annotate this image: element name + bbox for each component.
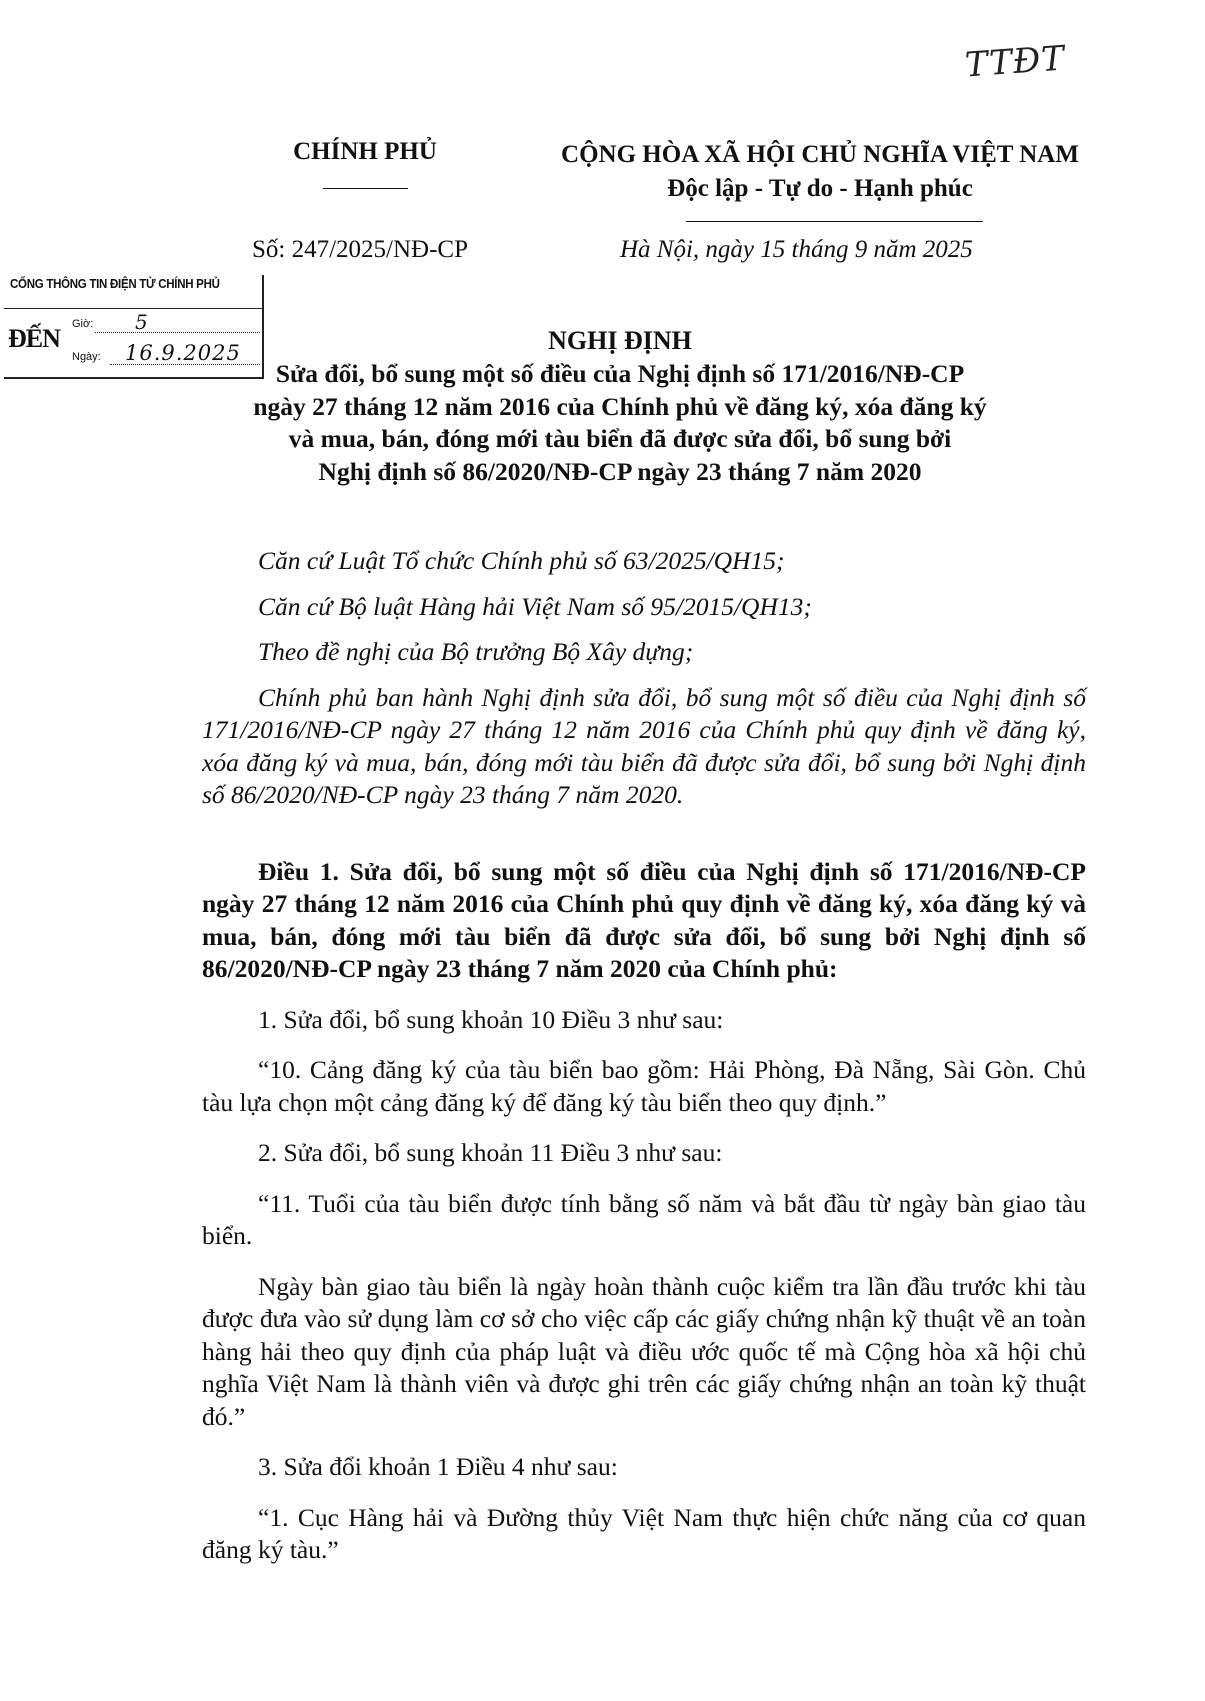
clause-quote: “11. Tuổi của tàu biển được tính bằng số năm và bắt đầu từ ngày bàn giao tàu biển. [202, 1188, 1086, 1250]
place-date: Hà Nội, ngày 15 tháng 9 năm 2025 [620, 236, 973, 263]
stamp-time-value: 5 [135, 310, 148, 334]
document-number: Số: 247/2025/NĐ-CP [252, 236, 469, 263]
article-heading: Điều 1. Sửa đổi, bổ sung một số điều của Nghị định số 171/2016/NĐ-CP ngày 27 tháng 12 năm 2016 của Chính phủ quy định về đăng ký, xóa đăng ký và mua, bán, đóng mới tàu biển đã được sửa đổi, bổ sung bởi Nghị định số 86/2020/NĐ-CP ngày 23 tháng 7 năm 2020 của Chính phủ: [202, 856, 1086, 983]
clause-quote: Ngày bàn giao tàu biển là ngày hoàn thành cuộc kiểm tra lần đầu trước khi tàu được đưa vào sử dụng làm cơ sở cho việc cấp các giấy chứng nhận kỹ thuật về an toàn hàng hải theo quy định của pháp luật và điều ước quốc tế mà Cộng hòa xã hội chủ nghĩa Việt Nam là thành viên và được ghi trên các giấy chứng nhận an toàn kỹ thuật đó.” [202, 1271, 1086, 1431]
subtitle-line: Nghị định số 86/2020/NĐ-CP ngày 23 tháng 7 năm 2020 [318, 456, 922, 486]
stamp-org: CỔNG THÔNG TIN ĐIỆN TỬ CHÍNH PHỦ [10, 277, 220, 291]
stamp-date-label: Ngày: [72, 351, 101, 363]
legal-basis: Căn cứ Bộ luật Hàng hải Việt Nam số 95/2015/QH13; [258, 591, 812, 621]
document-title: NGHỊ ĐỊNH [548, 326, 692, 355]
clause-item: 2. Sửa đổi, bổ sung khoản 11 Điều 3 như sau: [258, 1138, 723, 1167]
preamble: Chính phủ ban hành Nghị định sửa đổi, bổ sung một số điều của Nghị định số 171/2016/NĐ-CP ngày 27 tháng 12 năm 2016 của Chính phủ quy định về đăng ký, xóa đăng ký và mua, bán, đóng mới tàu biển đã được sửa đổi, bổ sung bởi Nghị định số 86/2020/NĐ-CP ngày 23 tháng 7 năm 2020. [202, 682, 1086, 809]
legal-basis: Căn cứ Luật Tổ chức Chính phủ số 63/2025/QH15; [258, 546, 785, 575]
country-name: CỘNG HÒA XÃ HỘI CHỦ NGHĨA VIỆT NAM [561, 141, 1079, 168]
stamp-time-label: Giờ: [72, 318, 94, 330]
subtitle-line: và mua, bán, đóng mới tàu biển đã được sửa đổi, bổ sung bởi [288, 424, 952, 453]
handwritten-mark: TTĐT [963, 38, 1067, 86]
clause-quote: “1. Cục Hàng hải và Đường thủy Việt Nam thực hiện chức năng của cơ quan đăng ký tàu.” [202, 1502, 1086, 1564]
stamp-divider [4, 308, 262, 309]
legal-basis: Theo đề nghị của Bộ trưởng Bộ Xây dựng; [258, 637, 694, 666]
clause-item: 1. Sửa đổi, bổ sung khoản 10 Điều 3 như sau: [258, 1004, 724, 1034]
stamp-den-label: ĐẾN [8, 324, 60, 353]
document-body [202, 545, 1086, 1585]
stamp-date-value: 16.9.2025 [125, 341, 241, 365]
issuer-name: CHÍNH PHỦ [293, 138, 437, 165]
issuer-underline [323, 188, 408, 189]
clause-item: 3. Sửa đổi khoản 1 Điều 4 như sau: [258, 1452, 618, 1481]
national-header [540, 138, 1100, 206]
subtitle-line: Sửa đổi, bổ sung một số điều của Nghị định số 171/2016/NĐ-CP [275, 359, 965, 388]
clause-quote: “10. Cảng đăng ký của tàu biển bao gồm: Hải Phòng, Đà Nẵng, Sài Gòn. Chủ tàu lựa chọn một cảng đăng ký để đăng ký tàu biển theo quy định.” [202, 1055, 1086, 1117]
national-motto: Độc lập - Tự do - Hạnh phúc [667, 175, 973, 202]
motto-underline [686, 221, 983, 222]
subtitle-line: ngày 27 tháng 12 năm 2016 của Chính phủ về đăng ký, xóa đăng ký [253, 391, 987, 421]
document-subtitle [200, 358, 1040, 488]
